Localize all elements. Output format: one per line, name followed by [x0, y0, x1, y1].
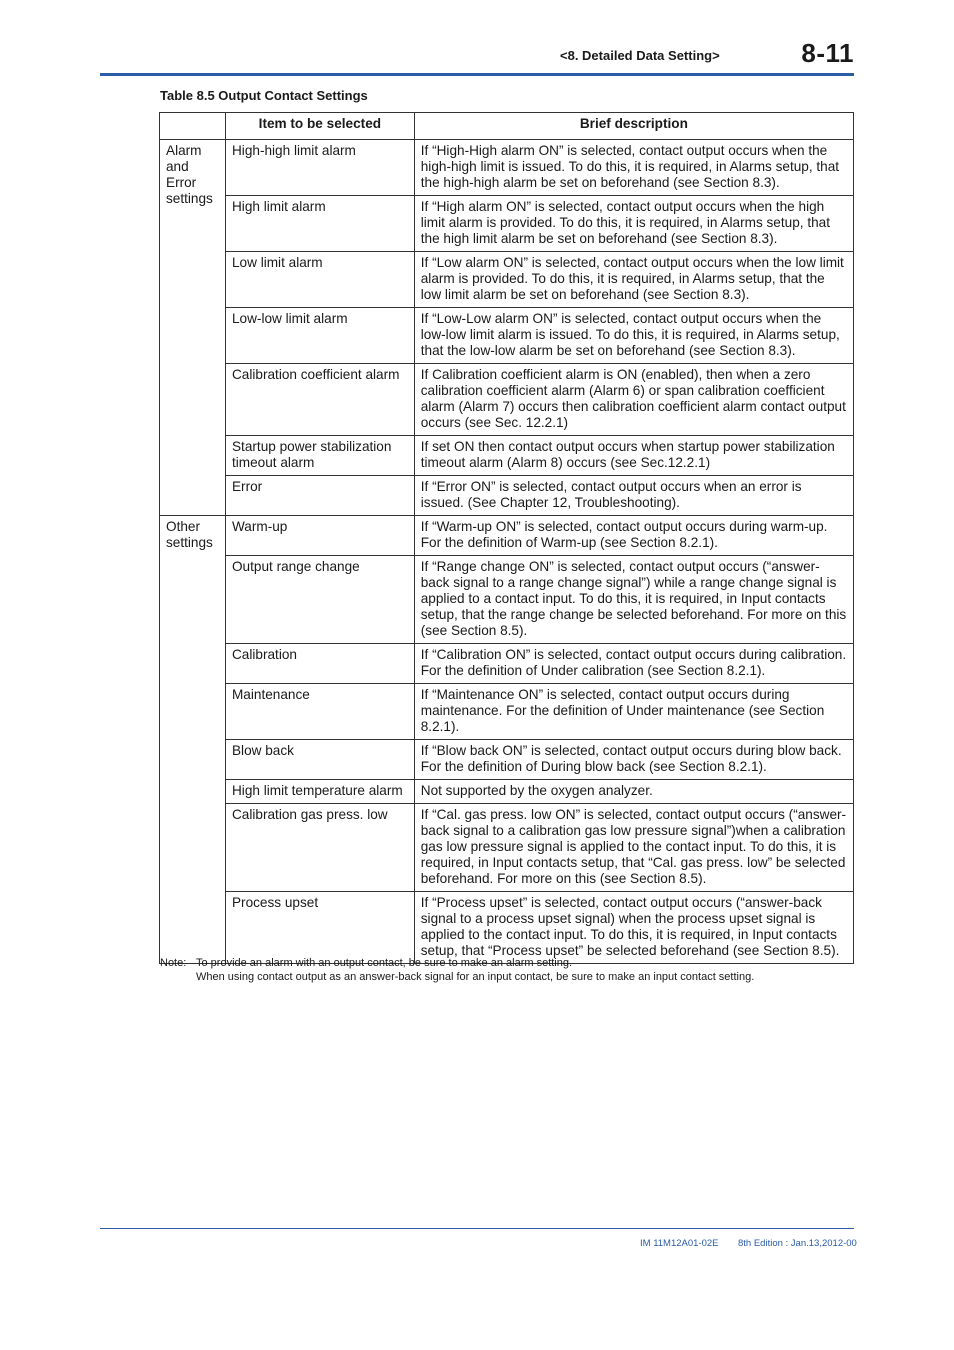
header-divider: [100, 73, 854, 76]
item-cell: Maintenance: [225, 684, 414, 740]
table-row: [160, 684, 854, 740]
item-cell: Blow back: [225, 740, 414, 780]
item-cell: Warm-up: [225, 516, 414, 556]
description-cell: If “Calibration ON” is selected, contact output occurs during calibration. For the definition of Under calibration (see Section 8.2.1).: [414, 644, 853, 684]
table-row: [160, 436, 854, 476]
item-cell: Startup power stabilization timeout alarm: [225, 436, 414, 476]
note-line-1: To provide an alarm with an output contact, be sure to make an alarm setting.: [196, 957, 573, 969]
table-row: [160, 308, 854, 364]
footer-divider: [100, 1228, 854, 1229]
table-row: [160, 476, 854, 516]
note-label: Note:: [160, 957, 187, 969]
description-cell: If “Low-Low alarm ON” is selected, contact output occurs when the low-low limit alarm is issued. To do this, it is required, in Alarms setup, that the low-low alarm be set on beforehand (see Section 8.3).: [414, 308, 853, 364]
column-header-group: [160, 113, 226, 140]
item-cell: Low limit alarm: [225, 252, 414, 308]
description-cell: If “Error ON” is selected, contact output occurs when an error is issued. (See Chapter 12, Troubleshooting).: [414, 476, 853, 516]
description-cell: If “Maintenance ON” is selected, contact output occurs during maintenance. For the definition of Under maintenance (see Section 8.2.1).: [414, 684, 853, 740]
table-caption: Table 8.5 Output Contact Settings: [160, 88, 368, 103]
table-row: [160, 556, 854, 644]
item-cell: Output range change: [225, 556, 414, 644]
description-cell: If “Low alarm ON” is selected, contact output occurs when the low limit alarm is provided. To do this, it is required, in Alarms setup, that the low limit alarm be set on beforehand (see Section 8.3).: [414, 252, 853, 308]
item-cell: Calibration: [225, 644, 414, 684]
item-cell: High limit temperature alarm: [225, 780, 414, 804]
description-cell: If “Warm-up ON” is selected, contact output occurs during warm-up. For the definition of Warm-up (see Section 8.2.1).: [414, 516, 853, 556]
table-row: [160, 804, 854, 892]
item-cell: Calibration coefficient alarm: [225, 364, 414, 436]
output-contact-settings-table: [159, 112, 854, 964]
description-cell: If “Blow back ON” is selected, contact output occurs during blow back. For the definition of During blow back (see Section 8.2.1).: [414, 740, 853, 780]
table-note: [160, 956, 754, 984]
table-row: [160, 516, 854, 556]
description-cell: If “Range change ON” is selected, contact output occurs (“answer-back signal to a range change signal”) while a range change signal is applied to a contact input. To do this, it is required, in Input contacts setup, that the range change be selected beforehand. For more on this (see Section 8.5).: [414, 556, 853, 644]
group-label: Other settings: [160, 516, 226, 964]
table-row: [160, 644, 854, 684]
table-row: [160, 140, 854, 196]
document-id: IM 11M12A01-02E: [640, 1238, 719, 1249]
description-cell: If set ON then contact output occurs when startup power stabilization timeout alarm (Alarm 8) occurs (see Sec.12.2.1): [414, 436, 853, 476]
table-row: [160, 196, 854, 252]
column-header-description: Brief description: [414, 113, 853, 140]
item-cell: High limit alarm: [225, 196, 414, 252]
column-header-item: Item to be selected: [225, 113, 414, 140]
item-cell: Error: [225, 476, 414, 516]
table-row: [160, 740, 854, 780]
table-row: [160, 780, 854, 804]
page-number: 8-11: [801, 38, 854, 68]
description-cell: If “High alarm ON” is selected, contact output occurs when the high limit alarm is provided. To do this, it is required, in Alarms setup, that the high limit alarm be set on beforehand (see Section 8.3).: [414, 196, 853, 252]
table-row: [160, 252, 854, 308]
note-line-2: When using contact output as an answer-back signal for an input contact, be sure to make an input contact setting.: [196, 971, 755, 983]
table-header-row: [160, 113, 854, 140]
description-cell: If Calibration coefficient alarm is ON (enabled), then when a zero calibration coefficient alarm (Alarm 6) or span calibration coefficient alarm (Alarm 7) occurs then calibration coefficient alarm contact output occurs (see Sec. 12.2.1): [414, 364, 853, 436]
edition-info: 8th Edition : Jan.13,2012-00: [738, 1238, 857, 1249]
table-body: [160, 140, 854, 964]
item-cell: Low-low limit alarm: [225, 308, 414, 364]
item-cell: High-high limit alarm: [225, 140, 414, 196]
item-cell: Calibration gas press. low: [225, 804, 414, 892]
section-title: <8. Detailed Data Setting>: [560, 48, 720, 63]
description-cell: If “High-High alarm ON” is selected, contact output occurs when the high-high limit is issued. To do this, it is required, in Alarms setup, that the high-high alarm be set on beforehand (see Section 8.3).: [414, 140, 853, 196]
item-cell: Process upset: [225, 892, 414, 964]
description-cell: If “Cal. gas press. low ON” is selected, contact output occurs (“answer-back signal to a calibration gas low pressure signal”)when a calibration gas low pressure signal is applied to the contact input. To do this, it is required, in Input contacts setup, that “Cal. gas press. low” be selected beforehand. For more on this (see Section 8.5).: [414, 804, 853, 892]
group-label: Alarm and Error settings: [160, 140, 226, 516]
description-cell: Not supported by the oxygen analyzer.: [414, 780, 853, 804]
table-row: [160, 364, 854, 436]
description-cell: If “Process upset” is selected, contact output occurs (“answer-back signal to a process upset signal) when the process upset signal is applied to the contact input. To do this, it is required, in Input contacts setup, that “Process upset” be selected beforehand (see Section 8.5).: [414, 892, 853, 964]
table-row: [160, 892, 854, 964]
